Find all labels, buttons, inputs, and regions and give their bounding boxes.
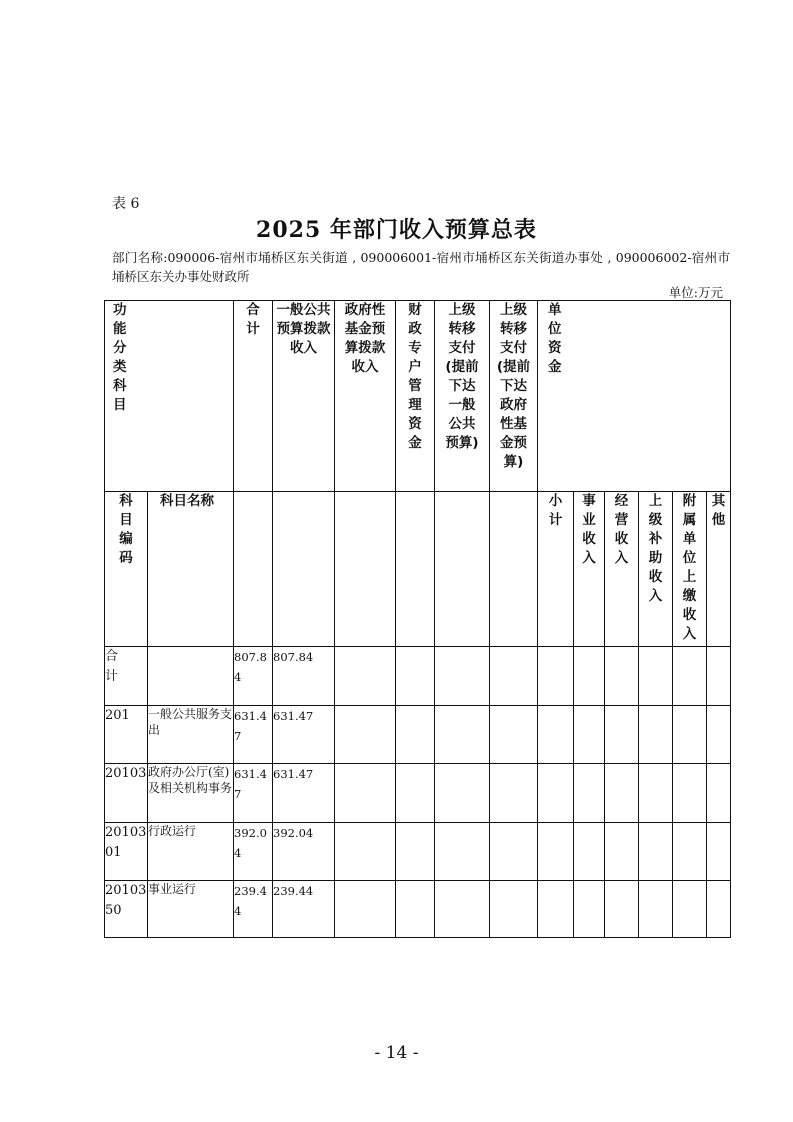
header-total: 合计 (234, 301, 273, 492)
row-general-budget: 807.84 (273, 647, 335, 706)
row-name (148, 647, 234, 706)
header-empty (273, 492, 335, 647)
table-row (105, 647, 731, 706)
header-code: 科目编码 (105, 492, 148, 647)
header-subtotal: 小计 (538, 492, 574, 647)
header-empty (335, 492, 396, 647)
row-code: 20103 (105, 764, 148, 823)
header-superior-subsidy: 上级补助收入 (639, 492, 673, 647)
row-total: 631.47 (234, 764, 273, 823)
row-total: 392.04 (234, 823, 273, 881)
header-affiliated-income: 附属单位上缴收入 (673, 492, 707, 647)
row-name: 行政运行 (148, 823, 234, 881)
page-number: - 14 - (374, 1043, 419, 1063)
header-empty (490, 492, 538, 647)
header-empty (435, 492, 490, 647)
header-business-income: 事业收入 (574, 492, 605, 647)
row-total: 807.84 (234, 647, 273, 706)
row-code: 合计 (105, 647, 148, 706)
header-empty (234, 492, 273, 647)
row-general-budget: 239.44 (273, 881, 335, 938)
row-general-budget: 392.04 (273, 823, 335, 881)
table-number: 表 6 (112, 196, 140, 212)
header-operating-income: 经营收入 (605, 492, 639, 647)
unit-label: 单位:万元 (668, 285, 723, 300)
row-code: 2010350 (105, 881, 148, 938)
row-general-budget: 631.47 (273, 764, 335, 823)
department-name: 部门名称:090006-宿州市埇桥区东关街道 , 090006001-宿州市埇桥区东关街道办事处 , 090006002-宿州市埇桥区东关办事处财政所 (112, 250, 730, 284)
table-row (105, 764, 731, 823)
header-transfer-fund: 上级转移支付(提前下达政府性基金预算) (490, 301, 538, 492)
header-gov-fund: 政府性基金预算拨款收入 (335, 301, 396, 492)
row-total: 631.47 (234, 706, 273, 764)
header-other: 其他 (707, 492, 731, 647)
row-code: 2010301 (105, 823, 148, 881)
row-general-budget: 631.47 (273, 706, 335, 764)
row-total: 239.44 (234, 881, 273, 938)
row-name: 政府办公厅(室)及相关机构事务 (148, 764, 234, 823)
document-title: 2025 年部门收入预算总表 (256, 217, 537, 243)
revenue-budget-table (104, 300, 731, 938)
row-name: 事业运行 (148, 881, 234, 938)
table-row (105, 881, 731, 938)
table-row (105, 823, 731, 881)
header-subject-name: 科目名称 (148, 492, 234, 647)
header-transfer-general: 上级转移支付(提前下达一般公共预算) (435, 301, 490, 492)
row-name: 一般公共服务支出 (148, 706, 234, 764)
header-empty (396, 492, 435, 647)
header-special-fiscal: 财政专户管理资金 (396, 301, 435, 492)
header-unit-funds: 单位资金 (538, 301, 731, 492)
row-code: 201 (105, 706, 148, 764)
table-row (105, 706, 731, 764)
header-general-budget: 一般公共预算拨款收入 (273, 301, 335, 492)
header-row-2 (105, 492, 731, 647)
header-row-1 (105, 301, 731, 492)
header-func-category: 功能分类科目 (105, 301, 234, 492)
